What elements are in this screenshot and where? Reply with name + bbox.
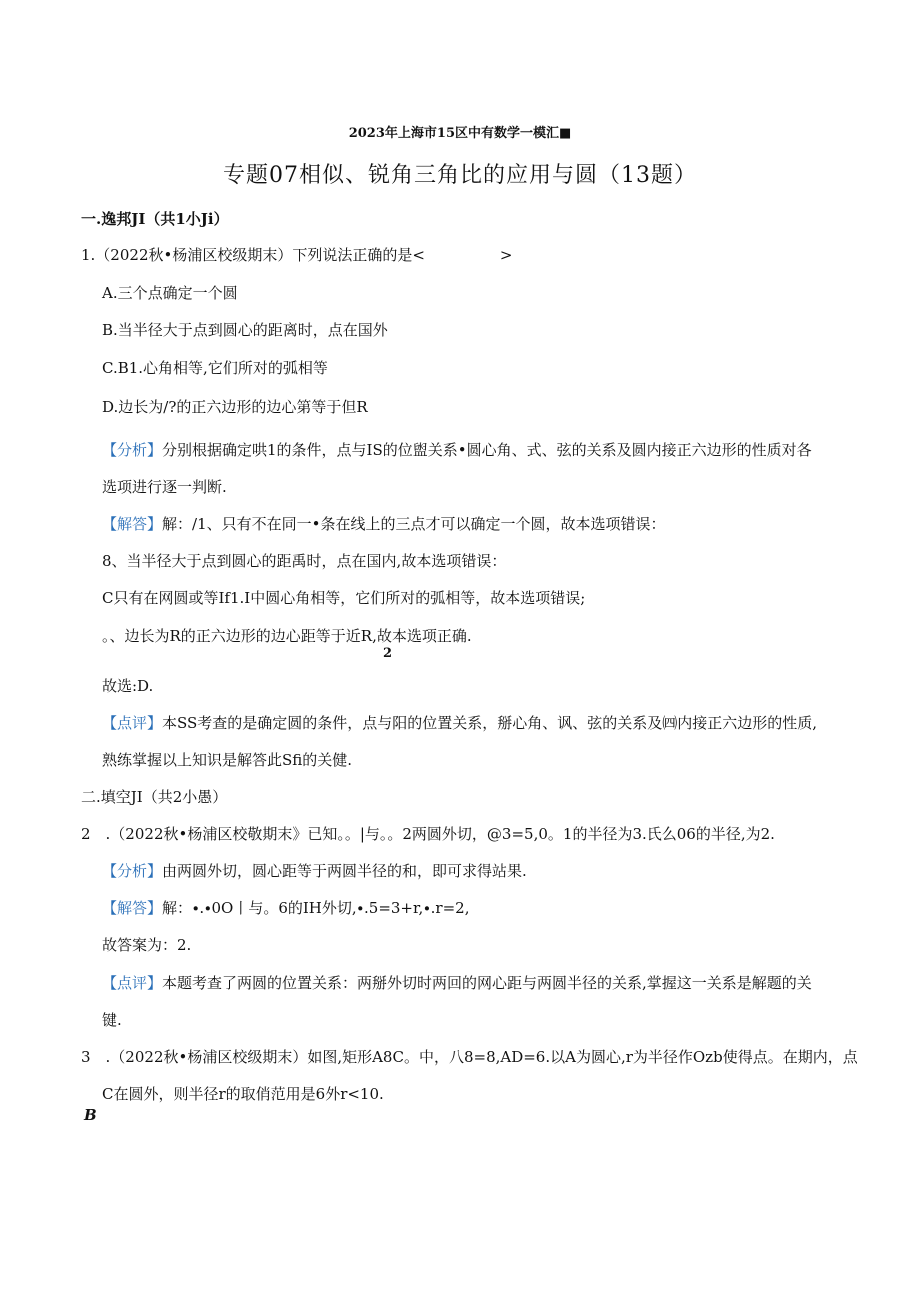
answer-text: 解：/1、只有不在同一•条在线上的三点才可以确定一个圆，故本选项错误： — [162, 515, 666, 533]
comment-tag: 【点评】 — [102, 974, 163, 992]
option-c: C.B1.心角相等,它们所对的弧相等 — [102, 359, 328, 377]
analysis-1-cont: 选项进行逐一判断. — [102, 478, 227, 496]
analysis-2 — [102, 861, 527, 881]
comment-text: 本题考查了两圆的位置关系：两掰外切时两回的网心距与两圆半径的关系,掌握这一关系是解题的关 — [162, 974, 812, 992]
answer-tag: 【解答】 — [102, 899, 163, 917]
question-3-stem-cont: C在圆外，则半径r的取俏范用是6外r<10. — [102, 1085, 384, 1103]
section-heading-2: 二.填空JI（共2小愚） — [81, 788, 228, 806]
question-1-stem: 1.（2022秋•杨浦区校级期末）下列说法正确的是< > — [81, 246, 513, 264]
comment-text: 本SS考查的是确定圆的条件，点与阳的位置关系，掰心角、讽、弦的关系及㈣内接正六边形的性质, — [162, 714, 818, 732]
choice-1: 故选:D. — [102, 677, 154, 695]
page-title: 专题07相似、锐角三角比的应用与圆（13题） — [223, 163, 697, 188]
option-a: A.三个点确定一个圆 — [102, 284, 238, 302]
analysis-text: 由两圆外切，圆心距等于两圆半径的和，即可求得站果. — [162, 862, 527, 880]
comment-tag: 【点评】 — [102, 714, 163, 732]
result-2: 故答案为：2. — [102, 936, 192, 954]
question-2-stem: 2 .（2022秋•杨浦区校敬期末》已知。。|与。。2两圆外切，@3=5,0。1的半径为3.氏么06的半径,为2. — [81, 825, 775, 843]
question-3-stem: 3 .（2022秋•杨浦区校级期末）如图,矩形A8C。中，八8=8,AD=6.以A为圆心,r为半径作Ozb使得点。在期内，点 — [81, 1048, 858, 1066]
comment-2 — [102, 973, 812, 993]
analysis-tag: 【分析】 — [102, 862, 163, 880]
answer-text: 解：∙.∙0O丨与。6的IH外切,∙.5=3+r,∙.r=2, — [162, 899, 470, 917]
option-d: D.边长为/?的正六边形的边心第等于但R — [102, 398, 368, 416]
analysis-tag: 【分析】 — [102, 441, 163, 459]
fraction-denominator: 2 — [383, 646, 393, 661]
comment-1-cont: 熟练掌握以上知识是解答此Sfi的关健. — [102, 751, 353, 769]
header-line: 2023年上海市15区中有数学一模汇■ — [348, 126, 572, 141]
answer-1 — [102, 514, 665, 534]
answer-tag: 【解答】 — [102, 515, 163, 533]
analysis-text: 分别根据确定哄1的条件，点与IS的位盥关系•圆心角、式、弦的关系及圆内接正六边形的性质对各 — [162, 441, 812, 459]
answer-1-line3: C只有在网圆或等If1.I中圆心角相等，它们所对的弧相等，故本选项错误; — [102, 589, 586, 607]
answer-1-line2: 8、当半径大于点到圆心的距禹时，点在国内,故本选项错误： — [102, 552, 507, 570]
section-heading-1: 一.逸邦JI（共1小Ji） — [81, 210, 229, 228]
answer-2 — [102, 898, 469, 918]
option-b: B.当半径大于点到圆心的距离时，点在国外 — [102, 321, 388, 339]
figure-label-b: B — [84, 1106, 97, 1124]
answer-1-line4: 。、边长为R的正六边形的边心距等于近R,故本选项正确. — [102, 627, 472, 645]
analysis-1 — [102, 440, 812, 460]
comment-2-cont: 键. — [102, 1011, 122, 1029]
comment-1 — [102, 713, 817, 733]
